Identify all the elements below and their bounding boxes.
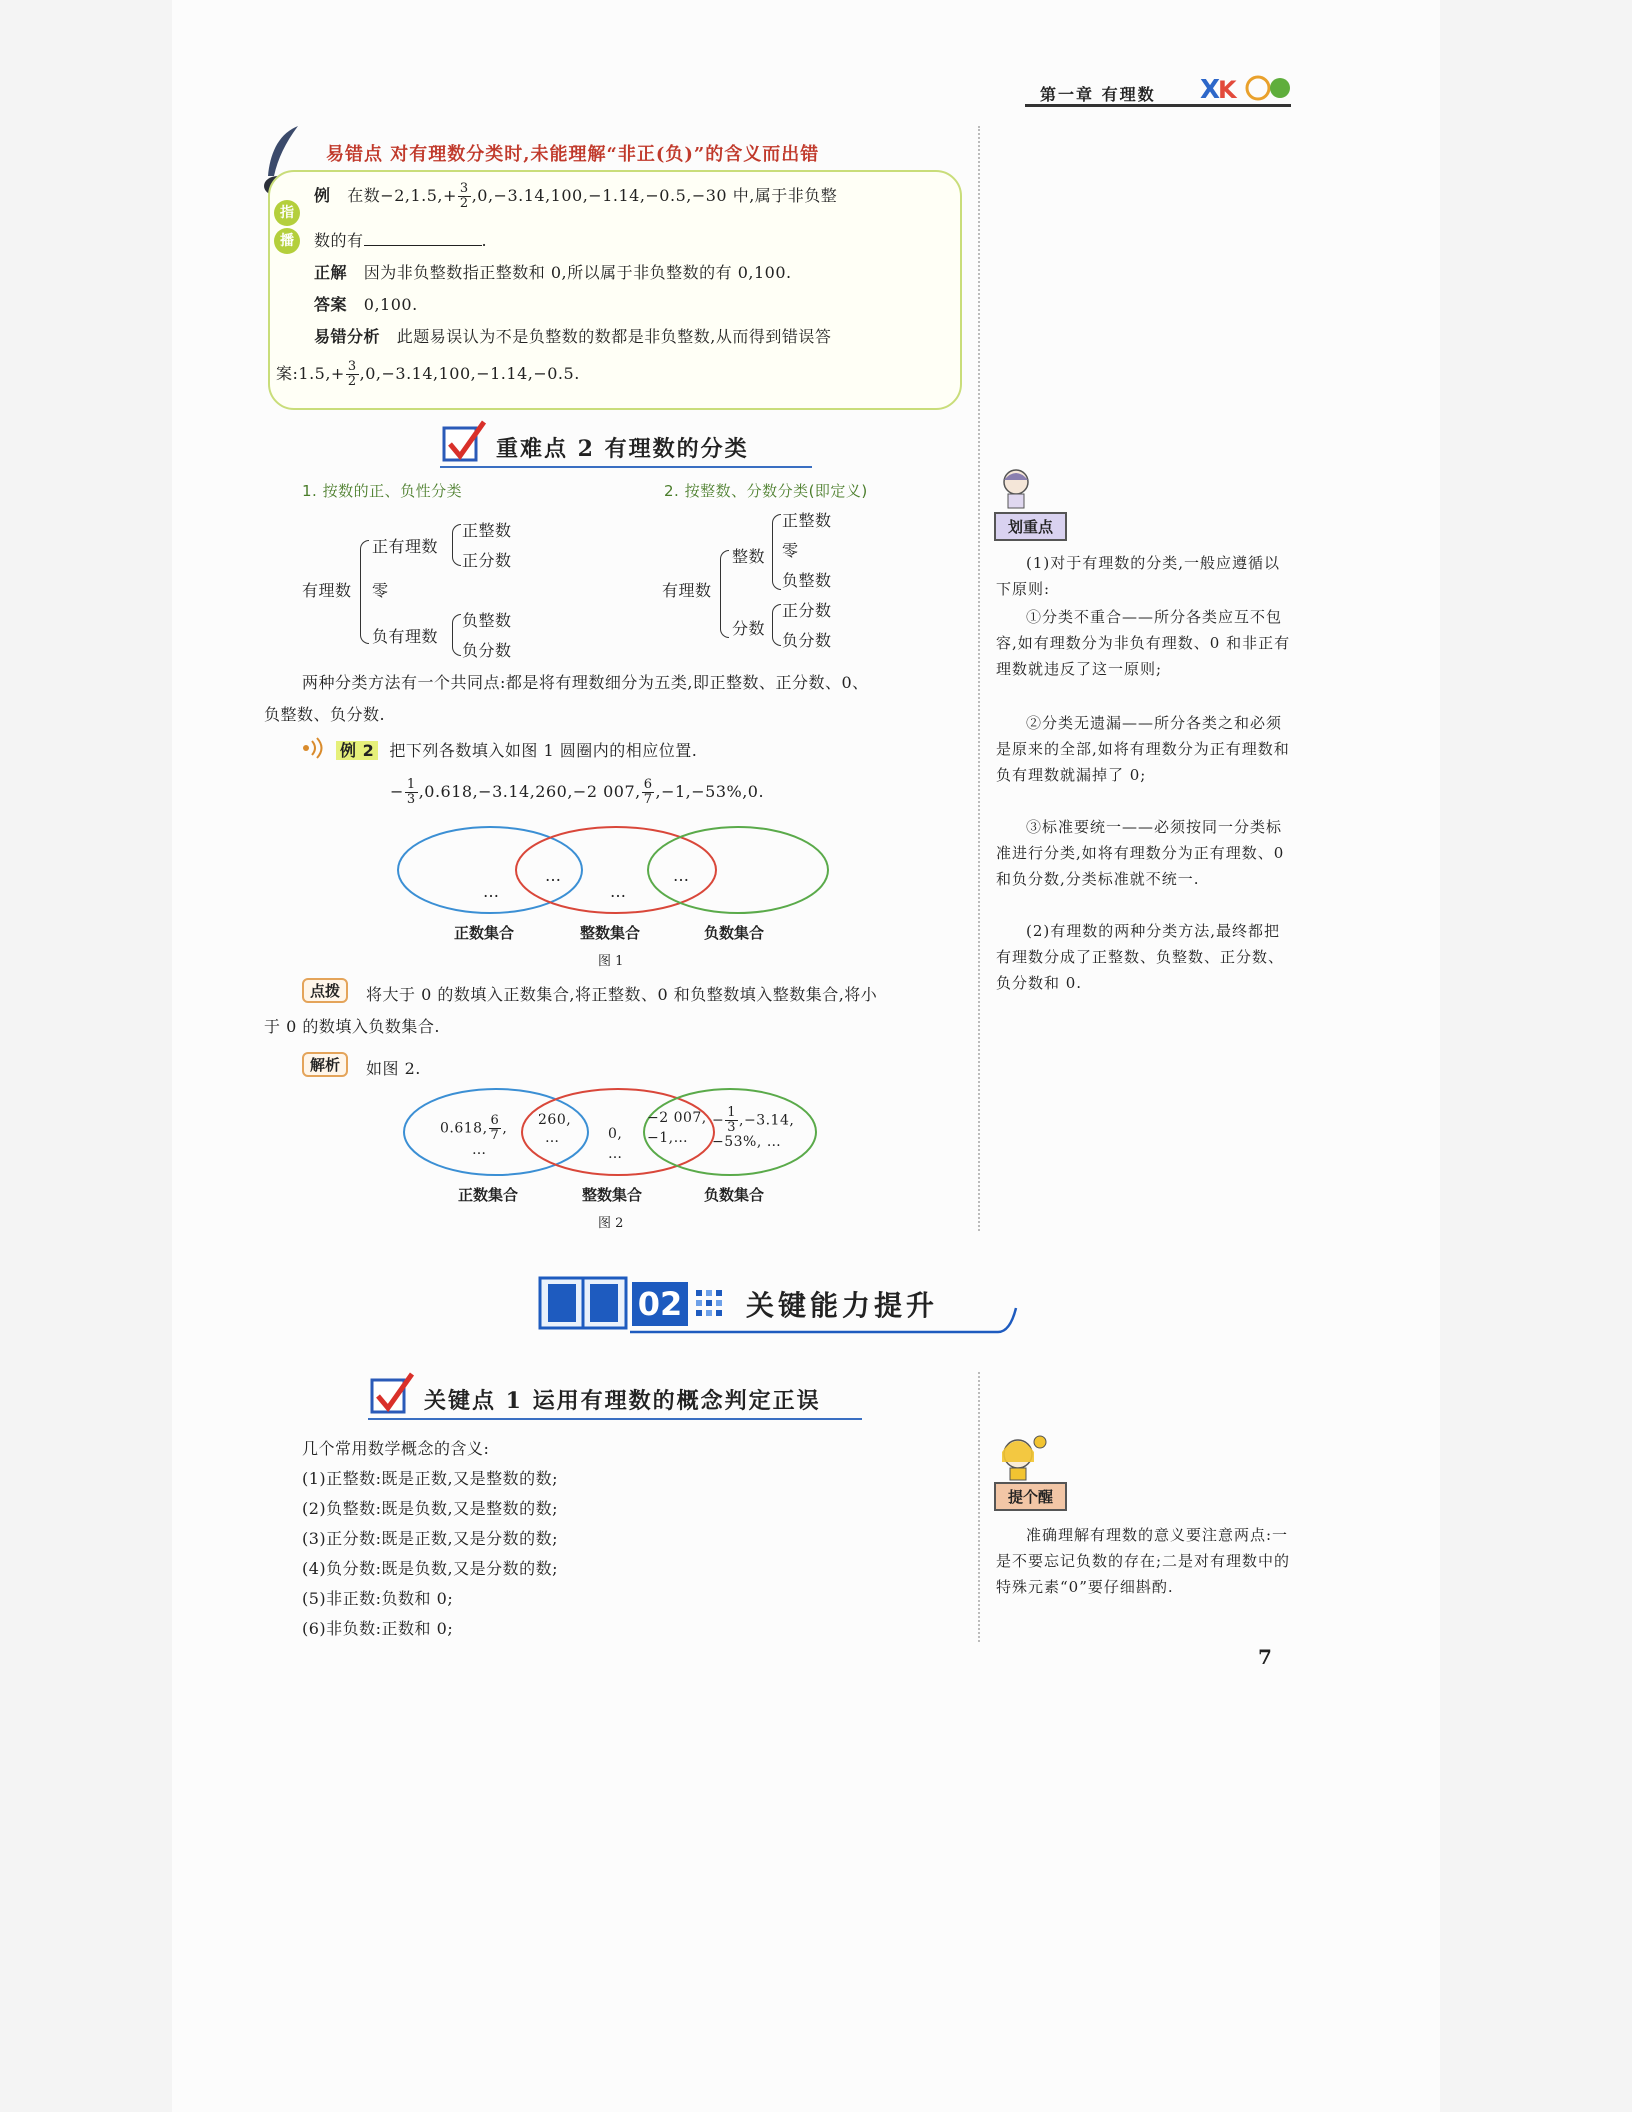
- frac-num: 1: [406, 777, 416, 792]
- tree1-pos: 正有理数: [372, 537, 439, 556]
- fig1-label-integer: 整数集合: [580, 924, 641, 942]
- side1-paragraph-3: ②分类无遗漏——所分各类之和必须是原来的全部,如将有理数分为正有理数和负有理数就漏掉了 0;: [996, 714, 1290, 784]
- side1-paragraph-5: (2)有理数的两种分类方法,最终都把有理数分成了正整数、负整数、正分数、负分数和 0.: [996, 922, 1285, 992]
- nums-c: ,−1,−53%,0.: [655, 782, 765, 801]
- solution-line: [314, 260, 792, 283]
- answer-label: 答案: [314, 295, 348, 314]
- tree2-int-brace: [772, 514, 781, 590]
- fig2-int-a: 0,: [608, 1126, 623, 1142]
- tree2-pos-frac: 正分数: [782, 601, 832, 620]
- part-number-badge: 02: [632, 1282, 688, 1326]
- example-line-2: [314, 228, 487, 251]
- key1-item-3: (3)正分数:既是正数,又是分数的数;: [302, 1529, 559, 1548]
- frac-num: 6: [490, 1113, 500, 1128]
- analysis-cont-a: 案:1.5,+: [276, 364, 345, 383]
- example-fraction: [458, 182, 471, 211]
- fig2-negative-rest: −53%, …: [712, 1134, 782, 1150]
- fig2-label-negative: 负数集合: [704, 1186, 765, 1204]
- side1-paragraph-2: ①分类不重合——所分各类应互不包容,如有理数分为非负有理数、0 和非正有理数就违反了这一原则;: [996, 608, 1291, 678]
- key1-item-1: (1)正整数:既是正数,又是整数的数;: [302, 1469, 559, 1488]
- venn-diagram-1: [394, 822, 834, 918]
- answer-blank: [364, 231, 482, 246]
- audio-wave-icon: [300, 736, 330, 760]
- tree2-frac: 分数: [732, 619, 766, 638]
- fig2-label-integer: 整数集合: [582, 1186, 643, 1204]
- tree2-pos-int: 正整数: [782, 511, 832, 530]
- frac-num: 1: [727, 1105, 737, 1120]
- fig2-neg-int-a: −2 007,: [647, 1110, 707, 1126]
- example2-numbers: [390, 778, 764, 807]
- fig2-caption: 图 2: [598, 1216, 624, 1231]
- tree2-neg-frac: 负分数: [782, 631, 832, 650]
- frac-den: 7: [490, 1128, 500, 1143]
- fig2-label-positive: 正数集合: [458, 1186, 519, 1204]
- frac-six-sevenths-fig2: [489, 1114, 502, 1143]
- fig1-label-negative: 负数集合: [704, 924, 765, 942]
- analysis-label-2: 解析: [302, 1052, 348, 1077]
- tree1-neg: 负有理数: [372, 627, 439, 646]
- key1-title: 关键点 1 运用有理数的概念判定正误: [424, 1388, 821, 1414]
- side1-paragraph-1: (1)对于有理数的分类,一般应遵循以下原则:: [996, 554, 1281, 598]
- hint-text-2: 于 0 的数填入负数集合.: [264, 1017, 440, 1036]
- neg-b: ,−3.14,: [739, 1112, 795, 1129]
- tree1-zero: 零: [372, 581, 389, 600]
- frac-num: 6: [643, 777, 653, 792]
- fig1-dots-positive: …: [483, 882, 500, 901]
- girl-avatar-icon: [994, 1432, 1050, 1482]
- hint-label: 点拨: [302, 978, 348, 1003]
- analysis-cont-b: ,0,−3.14,100,−1.14,−0.5.: [359, 364, 580, 383]
- tree2-int: 整数: [732, 547, 766, 566]
- part-title: 关键能力提升: [746, 1289, 939, 1322]
- analysis-line-2: [276, 360, 580, 389]
- example2-line: [336, 738, 697, 761]
- fig2-positive-dots: …: [472, 1142, 487, 1158]
- solution-label: 正解: [314, 263, 348, 282]
- tree2-zero: 零: [782, 541, 799, 560]
- frac-den: 2: [347, 374, 357, 389]
- pos-a: 0.618,: [440, 1120, 488, 1137]
- fig2-positive-only: [440, 1114, 507, 1143]
- column-divider-top: [978, 126, 980, 1231]
- key1-intro: 几个常用数学概念的含义:: [302, 1439, 490, 1458]
- open-book-icon: [538, 1272, 630, 1332]
- chapter-header: 第一章 有理数: [1040, 85, 1156, 104]
- key1-item-5: (5)非正数:负数和 0;: [302, 1589, 454, 1608]
- frac-num: 3: [347, 359, 357, 374]
- checkbox-icon: [440, 418, 490, 468]
- analysis-text-2: 如图 2.: [366, 1059, 421, 1078]
- tree1-root: 有理数: [302, 581, 352, 600]
- frac-den: 2: [459, 196, 469, 211]
- side-tag-reminder: 提个醒: [994, 1482, 1067, 1511]
- tree1-pos-int: 正整数: [462, 521, 512, 540]
- fig1-label-positive: 正数集合: [454, 924, 515, 942]
- key1-item-6: (6)非负数:正数和 0;: [302, 1619, 454, 1638]
- fig2-negative-only: [712, 1106, 794, 1135]
- solution-text: 因为非负整数指正整数和 0,所以属于非负整数的有 0,100.: [363, 263, 792, 282]
- nums-b: ,0.618,−3.14,260,−2 007,: [418, 782, 641, 801]
- frac-num: 3: [459, 181, 469, 196]
- svg-text:K: K: [1218, 76, 1237, 104]
- side-char-2: 播: [274, 228, 300, 254]
- nums-a: −: [390, 782, 404, 801]
- analysis-fraction: [346, 360, 359, 389]
- key1-underline: [368, 1418, 862, 1420]
- frac-six-sevenths: [642, 778, 655, 807]
- example-text-c: 数的有: [314, 231, 364, 250]
- publisher-logo-icon: [1200, 70, 1292, 106]
- classification-1-title: 1. 按数的正、负性分类: [302, 482, 463, 500]
- answer-text: 0,100.: [363, 295, 418, 314]
- side2-paragraph: 准确理解有理数的意义要注意两点:一是不要忘记负数的存在;二是对有理数中的特殊元素“0”要仔细斟酌.: [996, 1526, 1291, 1596]
- side1-paragraph-4: ③标准要统一——必须按同一分类标准进行分类,如将有理数分为正有理数、0 和负分数,分类标准就不统一.: [996, 818, 1285, 888]
- fig2-int-b: …: [608, 1146, 623, 1162]
- example-text-b: ,0,−3.14,100,−1.14,−0.5,−30 中,属于非负整: [471, 186, 838, 205]
- section2-title: 重难点 2 有理数的分类: [496, 436, 749, 462]
- tree2-frac-brace: [772, 604, 781, 646]
- example2-text: 把下列各数填入如图 1 圆圈内的相应位置.: [389, 741, 698, 760]
- frac-den: 3: [406, 792, 416, 807]
- answer-line: [314, 292, 418, 315]
- frac-one-third-fig2: [725, 1106, 738, 1135]
- tree1-neg-int: 负整数: [462, 611, 512, 630]
- example-text-d: .: [481, 231, 488, 250]
- key1-item-4: (4)负分数:既是负数,又是分数的数;: [302, 1559, 559, 1578]
- pos-b: ,: [502, 1120, 508, 1137]
- tree1-pos-frac: 正分数: [462, 551, 512, 570]
- key1-item-2: (2)负整数:既是负数,又是整数的数;: [302, 1499, 559, 1518]
- column-divider-bottom: [978, 1372, 980, 1642]
- teacher-avatar-icon: [996, 466, 1036, 510]
- fig2-pos-int-b: …: [545, 1130, 560, 1146]
- side-tag-key-point: 划重点: [994, 512, 1067, 541]
- side-char-1: 指: [274, 200, 300, 226]
- example-label: 例: [314, 186, 331, 205]
- analysis-line: [314, 324, 831, 347]
- neg-a: −: [712, 1112, 725, 1129]
- checkbox-icon: [368, 1370, 418, 1420]
- caution-title: 易错点 对有理数分类时,未能理解“非正(负)”的含义而出错: [326, 144, 820, 165]
- page-number: 7: [1258, 1645, 1272, 1669]
- example-line-1: [314, 182, 837, 211]
- tree1-brace: [360, 540, 369, 644]
- svg-text:X: X: [1200, 75, 1221, 105]
- summary-line-2: 负整数、负分数.: [264, 705, 386, 724]
- frac-den: 3: [727, 1120, 737, 1135]
- tree1-neg-brace: [452, 614, 461, 656]
- section2-underline: [440, 466, 812, 468]
- tree1-pos-brace: [452, 524, 461, 566]
- example2-label: 例 2: [336, 741, 378, 760]
- fig1-dots-neg-int: …: [673, 866, 690, 885]
- fig1-dots-pos-int: …: [545, 866, 562, 885]
- frac-one-third: [405, 778, 418, 807]
- analysis-text: 此题易误认为不是负整数的数都是非负整数,从而得到错误答: [396, 327, 832, 346]
- tree1-neg-frac: 负分数: [462, 641, 512, 660]
- summary-line-1: 两种分类方法有一个共同点:都是将有理数细分为五类,即正整数、正分数、0、: [302, 673, 869, 692]
- fig1-caption: 图 1: [598, 954, 624, 969]
- tree2-root: 有理数: [662, 581, 712, 600]
- fig1-dots-int: …: [610, 882, 627, 901]
- classification-2-title: 2. 按整数、分数分类(即定义): [664, 482, 868, 500]
- part-underline-swoosh: [630, 1302, 1020, 1336]
- analysis-label: 易错分析: [314, 327, 381, 346]
- hint-text-1: 将大于 0 的数填入正数集合,将正整数、0 和负整数填入整数集合,将小: [366, 985, 878, 1004]
- tree2-neg-int: 负整数: [782, 571, 832, 590]
- fig2-neg-int-b: −1,…: [647, 1130, 689, 1146]
- frac-den: 7: [643, 792, 653, 807]
- example-text-a: 在数−2,1.5,+: [347, 186, 457, 205]
- fig2-pos-int-a: 260,: [538, 1112, 572, 1128]
- tree2-brace: [720, 550, 729, 638]
